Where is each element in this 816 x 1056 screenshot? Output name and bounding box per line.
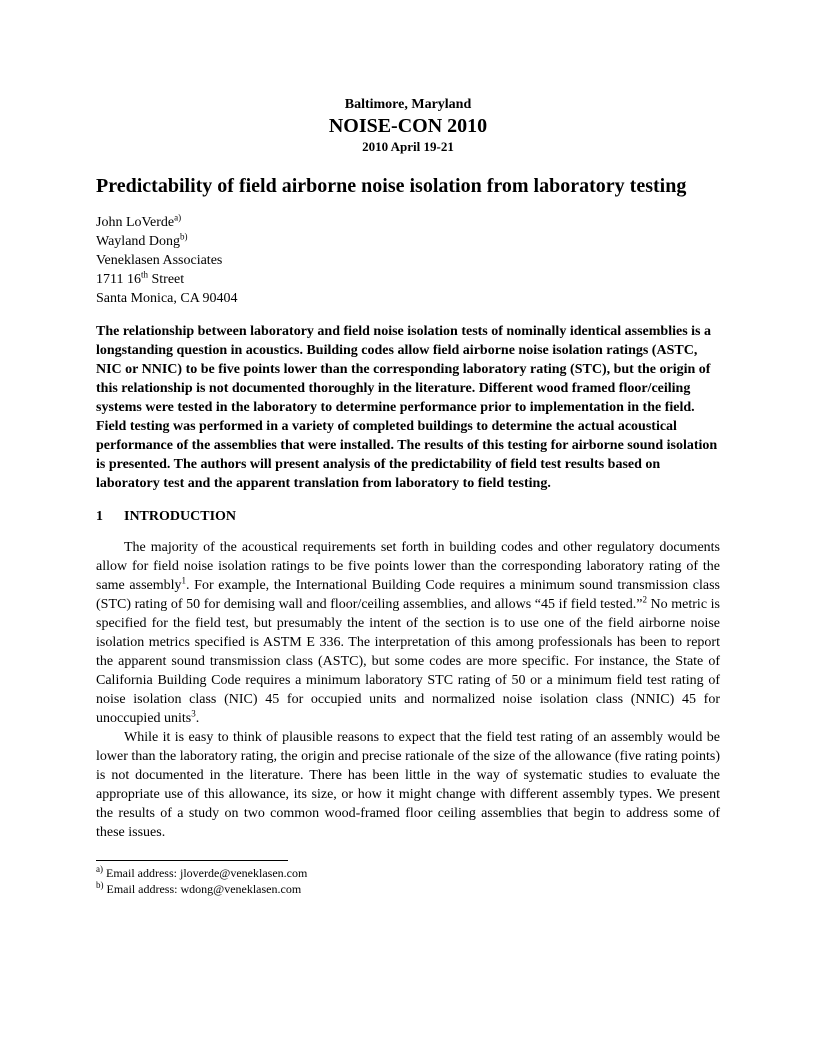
conference-city: Baltimore, Maryland (344, 97, 472, 112)
intro-paragraph-1: The majority of the acoustical requirements set forth in building codes and other regulatory documents allow for field noise isolation ratings to be five points lower than the corresponding laboratory rating of the same assembly$^1$. For example, the International Building Code requires a minimum sound transmission class (STC) rating of 50 for demising wall and floor/ceiling assemblies, and allows “45 if field tested.”$^2$ No metric is specified for the field test, but presumably the intent of the section is to use one of the field airborne noise isolation metrics specified is ASTM E 336. The interpretation of this among professionals has been to report the apparent sound transmission class (ASTC), but some codes are more specific. For instance, the State of California Building Code requires a minimum laboratory STC rating of 50 or a minimum field test rating of noise isolation class (NIC) 45 for occupied units and normalized noise isolation class (NNIC) 45 for unoccupied units$^3$. (96, 540, 720, 726)
author-block (96, 213, 720, 308)
footnote-divider (96, 860, 288, 861)
author-name: Wayland Dong (96, 234, 181, 249)
author-footnote-mark: a) (174, 212, 182, 223)
intro-paragraph-2: While it is easy to think of plausible reasons to expect that the field test rating of an assembly would be lower than the laboratory rating, the origin and precise rationale of the size of the allowance (five rating points) is not documented in the literature. There has been little in the way of systematic studies to evaluate the appropriate use of this allowance, its size, or how it might change with different assembly types. We present the results of a study on two common wood-framed floor ceiling assemblies that begin to address some of these issues. (96, 730, 720, 840)
conference-dates: 2010 April 19-21 (362, 139, 454, 154)
footnote: $^{b)}$ Email address: wdong@veneklasen.com (96, 880, 302, 896)
author-line (96, 213, 720, 232)
affiliation-org: Veneklasen Associates (96, 253, 223, 268)
footnotes (96, 865, 720, 897)
abstract: The relationship between laboratory and field noise isolation tests of nominally identical assemblies is a longstanding question in acoustics. Building codes allow field airborne noise isolation ratings (ASTC, NIC or NNIC) to be five points lower than the corresponding laboratory rating (STC), but the origin of this relationship is not documented thoroughly in the literature. Different wood framed floor/ceiling systems were tested in the laboratory to determine performance prior to implementation in the field. Field testing was performed in a variety of completed buildings to determine the actual acoustical performance of the assemblies that were installed. The results of this testing for airborne sound isolation is presented. The authors will present analysis of the predictability of field test results based on laboratory test and the apparent translation from laboratory to field testing. (96, 324, 718, 491)
paper-title: Predictability of field airborne noise isolation from laboratory testing (96, 175, 687, 197)
conference-header (96, 96, 720, 155)
reference-mark: 1 (181, 575, 187, 586)
reference-mark: 2 (642, 594, 647, 605)
section-number: 1 (96, 509, 103, 524)
conference-name: NOISE-CON 2010 (328, 115, 488, 137)
section-heading (96, 507, 720, 526)
author-footnote-mark: b) (180, 231, 188, 242)
section-title: INTRODUCTION (124, 509, 237, 524)
affiliation-city: Santa Monica, CA 90404 (96, 291, 238, 306)
author-name: John LoVerde (96, 215, 175, 230)
paper-page (96, 96, 720, 897)
reference-mark: 3 (191, 708, 196, 719)
author-line (96, 232, 720, 251)
affiliation-street: 1711 16th Street (96, 269, 185, 287)
footnote: $^{a)}$ Email address: jloverde@veneklasen.com (96, 864, 308, 880)
